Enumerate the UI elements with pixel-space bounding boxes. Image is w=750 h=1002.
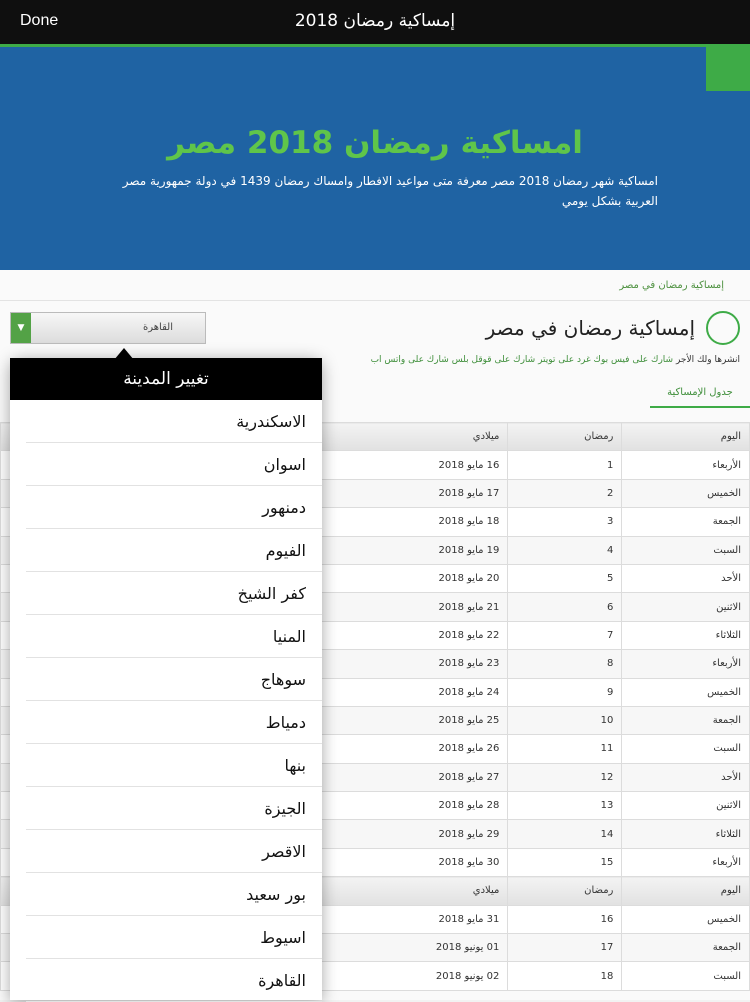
cell-date: 30 مايو 2018 (292, 848, 508, 876)
cell-day: الأربعاء (622, 650, 750, 678)
cell-ramadan: 3 (508, 508, 622, 536)
picker-item[interactable]: دمنهور (26, 486, 322, 529)
picker-item[interactable]: سوهاج (26, 658, 322, 701)
picker-item[interactable]: الاسكندرية (26, 400, 322, 443)
city-select[interactable] (10, 312, 206, 344)
cell-date: 16 مايو 2018 (292, 451, 508, 479)
hero-description: امساكية شهر رمضان 2018 مصر معرفة متى مواعيد الافطار وامساك رمضان 1439 في دولة جمهورية مصر العربية بشكل يومي (122, 174, 658, 208)
cell-day: الجمعة (622, 706, 750, 734)
cell-ramadan: 13 (508, 792, 622, 820)
cell-date: 27 مايو 2018 (292, 763, 508, 791)
city-picker-popover (10, 358, 322, 1000)
picker-item[interactable]: القاهرة (26, 959, 322, 1002)
picker-item[interactable]: اسوان (26, 443, 322, 486)
cell-day: الأحد (622, 564, 750, 592)
header-ramadan: رمضان (508, 423, 622, 451)
cell-ramadan: 18 (508, 962, 622, 990)
picker-list (10, 400, 322, 1002)
cell-date: 02 يونيو 2018 (292, 962, 508, 990)
cell-ramadan: 15 (508, 848, 622, 876)
cell-date: 01 يونيو 2018 (292, 934, 508, 962)
navigation-bar (0, 0, 750, 44)
cell-day: الجمعة (622, 934, 750, 962)
share-prefix: انشرها ولك الأجر (675, 355, 740, 365)
picker-title: تغيير المدينة (10, 358, 322, 400)
header-day: اليوم (622, 423, 750, 451)
cell-day: الثلاثاء (622, 621, 750, 649)
picker-item[interactable]: دمياط (26, 701, 322, 744)
cell-ramadan: 5 (508, 564, 622, 592)
cell-date: 18 مايو 2018 (292, 508, 508, 536)
cell-ramadan: 10 (508, 706, 622, 734)
tab-imsakia-table[interactable]: جدول الإمساكية (650, 378, 750, 408)
share-links[interactable]: شارك على فيس بوك غرد على تويتر شارك على قوقل بلس شارك على واتس اب (370, 355, 674, 365)
cell-ramadan: 6 (508, 593, 622, 621)
cell-date: 28 مايو 2018 (292, 792, 508, 820)
section-title: إمساكية رمضان في مصر (485, 316, 695, 340)
cell-date: 20 مايو 2018 (292, 564, 508, 592)
cell-date: 25 مايو 2018 (292, 706, 508, 734)
cell-day: السبت (622, 962, 750, 990)
header-ramadan: رمضان (508, 877, 622, 905)
cell-date: 31 مايو 2018 (292, 905, 508, 933)
cell-day: الاثنين (622, 792, 750, 820)
cell-date: 19 مايو 2018 (292, 536, 508, 564)
divider (0, 300, 750, 301)
city-select-value: القاهرة (143, 322, 173, 333)
cell-day: الخميس (622, 905, 750, 933)
cell-day: الأحد (622, 763, 750, 791)
picker-item[interactable]: المنيا (26, 615, 322, 658)
hero-banner (0, 44, 750, 270)
cell-ramadan: 2 (508, 479, 622, 507)
cell-ramadan: 1 (508, 451, 622, 479)
picker-item[interactable]: كفر الشيخ (26, 572, 322, 615)
cell-day: السبت (622, 536, 750, 564)
header-day: اليوم (622, 877, 750, 905)
cell-ramadan: 9 (508, 678, 622, 706)
cell-date: 26 مايو 2018 (292, 735, 508, 763)
picker-item[interactable]: الاقصر (26, 830, 322, 873)
cell-ramadan: 14 (508, 820, 622, 848)
cell-day: الأربعاء (622, 848, 750, 876)
cell-day: السبت (622, 735, 750, 763)
cell-day: الاثنين (622, 593, 750, 621)
cell-day: الجمعة (622, 508, 750, 536)
picker-item[interactable]: بور سعيد (26, 873, 322, 916)
cell-date: 22 مايو 2018 (292, 621, 508, 649)
corner-accent (706, 47, 750, 91)
cell-ramadan: 12 (508, 763, 622, 791)
cell-ramadan: 4 (508, 536, 622, 564)
cell-ramadan: 7 (508, 621, 622, 649)
header-date: ميلادي (292, 423, 508, 451)
share-bar (370, 355, 740, 365)
breadcrumb[interactable]: إمساكية رمضان في مصر (619, 280, 724, 291)
picker-item[interactable]: الجيزة (26, 787, 322, 830)
cell-date: 17 مايو 2018 (292, 479, 508, 507)
picker-item[interactable]: بنها (26, 744, 322, 787)
cell-ramadan: 17 (508, 934, 622, 962)
chevron-down-icon[interactable]: ▼ (11, 313, 31, 343)
nav-title: إمساكية رمضان 2018 (294, 11, 456, 31)
section-circle-icon (706, 311, 740, 345)
cell-date: 21 مايو 2018 (292, 593, 508, 621)
done-button[interactable]: Done (20, 12, 59, 29)
cell-day: الأربعاء (622, 451, 750, 479)
cell-day: الخميس (622, 479, 750, 507)
cell-date: 24 مايو 2018 (292, 678, 508, 706)
header-date: ميلادي (292, 877, 508, 905)
picker-item[interactable]: الفيوم (26, 529, 322, 572)
cell-ramadan: 11 (508, 735, 622, 763)
hero-heading: امساكية رمضان 2018 مصر (167, 125, 583, 161)
cell-ramadan: 8 (508, 650, 622, 678)
cell-day: الخميس (622, 678, 750, 706)
cell-day: الثلاثاء (622, 820, 750, 848)
cell-date: 29 مايو 2018 (292, 820, 508, 848)
cell-date: 23 مايو 2018 (292, 650, 508, 678)
picker-item[interactable]: اسيوط (26, 916, 322, 959)
cell-ramadan: 16 (508, 905, 622, 933)
